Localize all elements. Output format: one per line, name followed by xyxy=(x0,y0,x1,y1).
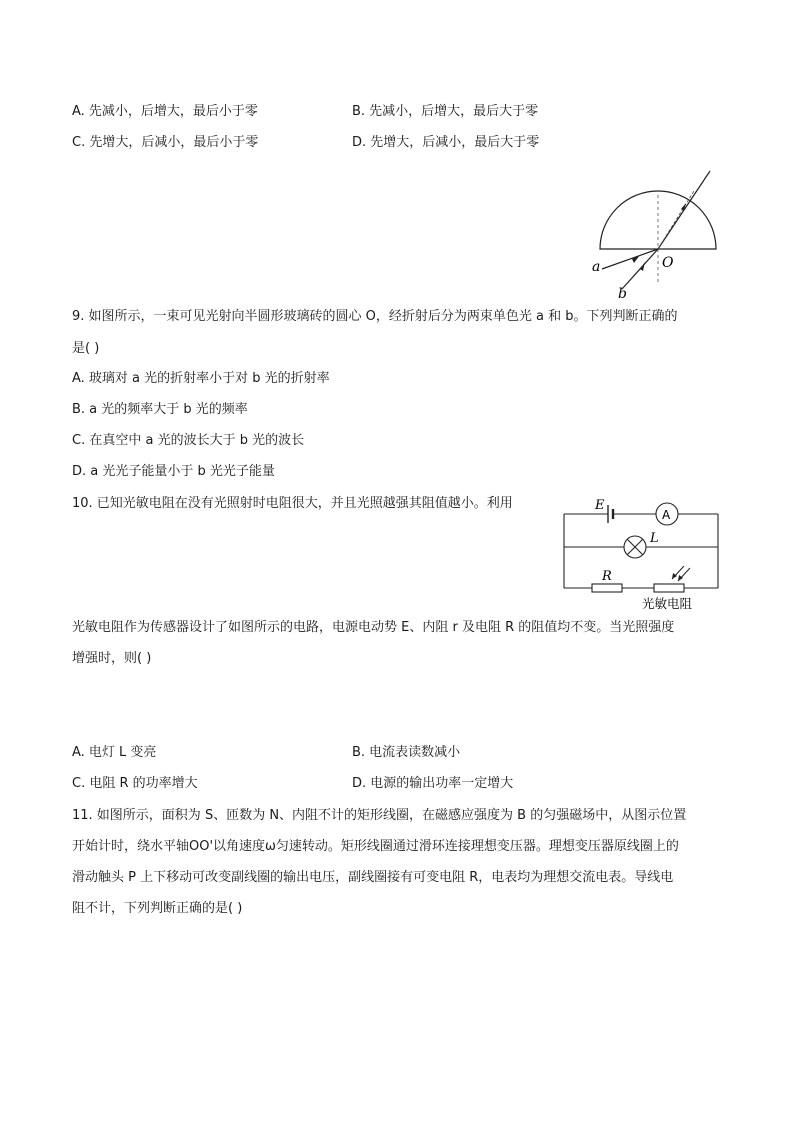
q10-option-d: D. 电源的输出功率一定增大 xyxy=(352,776,514,791)
q10-option-b: B. 电流表读数减小 xyxy=(352,745,461,760)
label-o: O xyxy=(662,255,674,271)
q8-option-b: B. 先减小，后增大，最后大于零 xyxy=(352,104,539,119)
q9-option-a: A. 玻璃对 a 光的折射率小于对 b 光的折射率 xyxy=(72,371,330,386)
q10-stem-line2: 光敏电阻作为传感器设计了如图所示的电路，电源电动势 E、内阻 r 及电阻 R 的阻值均不变。当光照强度 xyxy=(72,620,675,635)
label-e: E xyxy=(595,498,605,513)
q11-stem-line1: 11. 如图所示，面积为 S、匝数为 N、内阻不计的矩形线圈，在磁感应强度为 B 的匀强磁场中，从图示位置 xyxy=(72,808,687,823)
label-l: L xyxy=(650,531,659,546)
q10-option-c: C. 电阻 R 的功率增大 xyxy=(72,776,198,791)
q10-stem-line3: 增强时，则( ) xyxy=(72,651,152,666)
ammeter-label: A xyxy=(662,508,671,522)
q11-stem-line4: 阻不计，下列判断正确的是( ) xyxy=(72,901,243,916)
label-r: R xyxy=(602,569,612,584)
arrow-upper xyxy=(681,203,686,211)
label-b: b xyxy=(618,286,627,302)
q9-option-b: B. a 光的频率大于 b 光的频率 xyxy=(72,402,248,417)
arrow-a xyxy=(632,255,640,263)
q10-option-a: A. 电灯 L 变亮 xyxy=(72,745,157,760)
q10-stem-line1: 10. 已知光敏电阻在没有光照射时电阻很大，并且光照越强其阻值越小。利用 xyxy=(72,496,513,511)
resistor-r-icon xyxy=(592,584,622,592)
label-a: a xyxy=(592,259,601,275)
q8-option-d: D. 先增大，后减小，最后大于零 xyxy=(352,135,540,150)
photoresistor-icon xyxy=(654,584,684,592)
photoresistor-label: 光敏电阻 xyxy=(642,596,693,611)
q9-semicircle-figure xyxy=(588,165,728,305)
q9-option-c: C. 在真空中 a 光的波长大于 b 光的波长 xyxy=(72,433,305,448)
q10-circuit-figure xyxy=(556,494,728,614)
q9-stem-line2: 是( ) xyxy=(72,341,100,356)
q11-stem-line2: 开始计时，绕水平轴OO'以角速度ω匀速转动。矩形线圈通过滑环连接理想变压器。理想变压器原线圈上的 xyxy=(72,839,679,854)
q8-option-c: C. 先增大，后减小，最后小于零 xyxy=(72,135,259,150)
arrow-b xyxy=(640,262,645,271)
q11-stem-line3: 滑动触头 P 上下移动可改变副线圈的输出电压，副线圈接有可变电阻 R，电表均为理想交流电表。导线电 xyxy=(72,870,674,885)
q9-stem-line1: 9. 如图所示，一束可见光射向半圆形玻璃砖的圆心 O，经折射后分为两束单色光 a 和 b。下列判断正确的 xyxy=(72,309,678,324)
q8-option-a: A. 先减小，后增大，最后小于零 xyxy=(72,104,258,119)
q9-option-d: D. a 光光子能量小于 b 光光子能量 xyxy=(72,464,275,479)
